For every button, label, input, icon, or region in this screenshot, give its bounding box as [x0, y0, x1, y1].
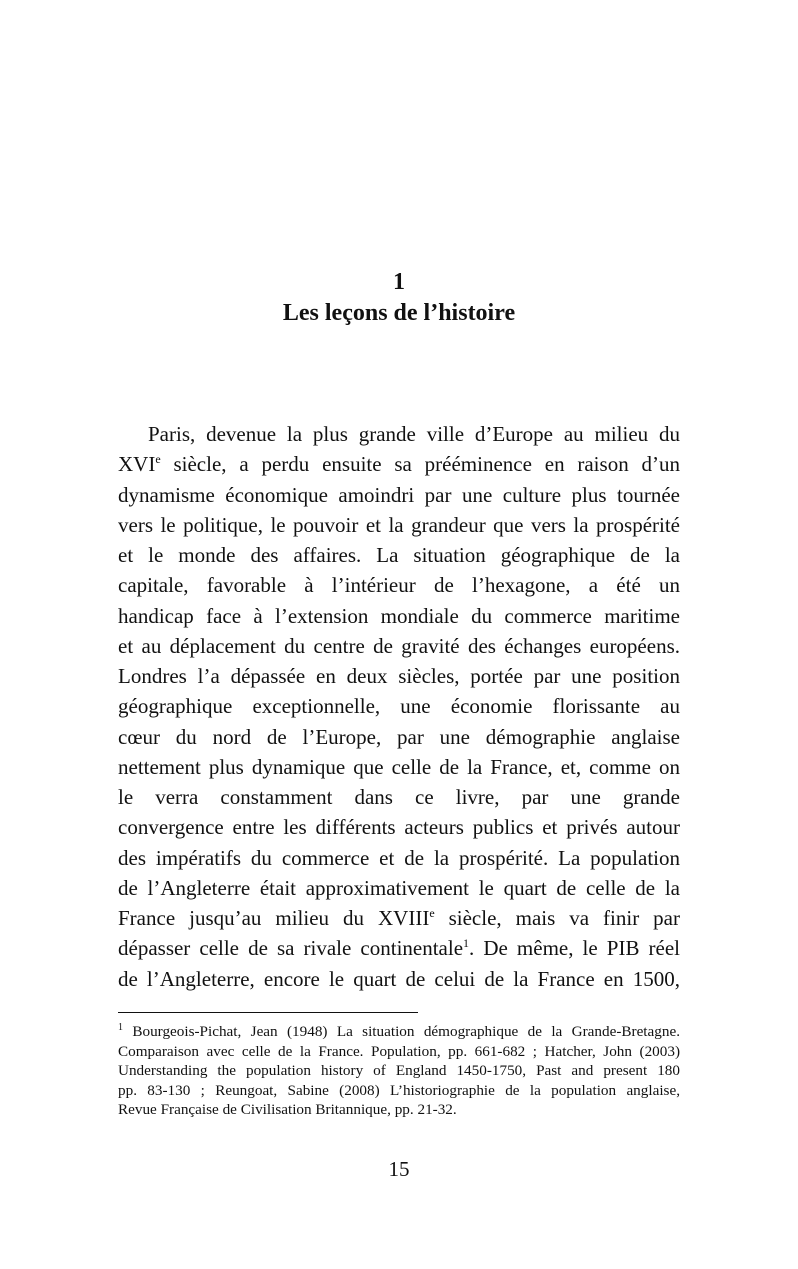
body-line: [118, 933, 680, 963]
body-line-text: siècle, a perdu ensuite sa prééminence en raison d’un: [173, 452, 680, 477]
chapter-title: Les leçons de l’histoire: [282, 300, 516, 326]
page-number: 15: [388, 1157, 410, 1181]
body-line: Paris, devenue la plus grande ville d’Europe au milieu du: [148, 422, 680, 446]
footnote-separator: [118, 1012, 418, 1013]
body-line: le verra constamment dans ce livre, par une grande: [118, 785, 680, 809]
body-line: handicap face à l’extension mondiale du commerce maritime: [118, 603, 680, 628]
century-roman: XVI: [118, 452, 156, 477]
body-line: dynamisme économique amoindri par une culture plus tournée: [118, 482, 680, 507]
body-line-text: . De même, le PIB réel: [469, 936, 680, 961]
footnote: [118, 1022, 680, 1120]
body-line: et au déplacement du centre de gravité des échanges européens.: [118, 633, 680, 658]
body-line: et le monde des affaires. La situation géographique de la: [118, 543, 680, 567]
footnote-line: Revue Française de Civilisation Britannique, pp. 21-32.: [118, 1101, 457, 1119]
body-line: de l’Angleterre était approximativement le quart de celle de la: [118, 875, 680, 900]
century-suffix: e: [155, 452, 161, 467]
body-line-text: siècle, mais va finir par: [448, 906, 680, 930]
footnote-line: Comparaison avec celle de la France. Population, pp. 661-682 ; Hatcher, John (2003): [118, 1042, 680, 1060]
body-line: géographique exceptionnelle, une économie florissante au: [118, 694, 680, 719]
footnote-line: pp. 83-130 ; Reungoat, Sabine (2008) L’historiographie de la population anglaise,: [118, 1081, 680, 1099]
body-line: [118, 449, 680, 479]
body-line: Londres l’a dépassée en deux siècles, portée par une position: [118, 664, 680, 688]
century-roman: XVIII: [378, 906, 430, 930]
body-line: vers le politique, le pouvoir et la grandeur que vers la prospérité: [118, 512, 680, 537]
footnote-reference[interactable]: 1: [463, 936, 470, 951]
body-line: convergence entre les différents acteurs publics et privés autour: [118, 815, 680, 840]
footnote-line: Understanding the population history of England 1450-1750, Past and present 180: [118, 1062, 680, 1080]
body-line: de l’Angleterre, encore le quart de celui de la France en 1500,: [118, 966, 680, 991]
body-line: cœur du nord de l’Europe, par une démographie anglaise: [118, 724, 680, 749]
footnote-line-text: Bourgeois-Pichat, Jean (1948) La situation démographique de la Grande-Bretagne.: [132, 1023, 680, 1040]
footnote-marker: 1: [118, 1022, 123, 1033]
body-paragraph: [118, 419, 680, 994]
body-line: des impératifs du commerce et de la prospérité. La population: [118, 845, 680, 870]
body-line-text: dépasser celle de sa rivale continentale: [118, 936, 464, 961]
chapter-number: 1: [393, 269, 405, 295]
footnote-line: [118, 1022, 680, 1042]
century-suffix: e: [429, 906, 435, 920]
body-line: [118, 903, 680, 933]
body-line: nettement plus dynamique que celle de la France, et, comme on: [118, 754, 680, 779]
body-line-text: France jusqu’au milieu du: [118, 906, 365, 930]
body-line: capitale, favorable à l’intérieur de l’hexagone, a été un: [118, 573, 680, 598]
